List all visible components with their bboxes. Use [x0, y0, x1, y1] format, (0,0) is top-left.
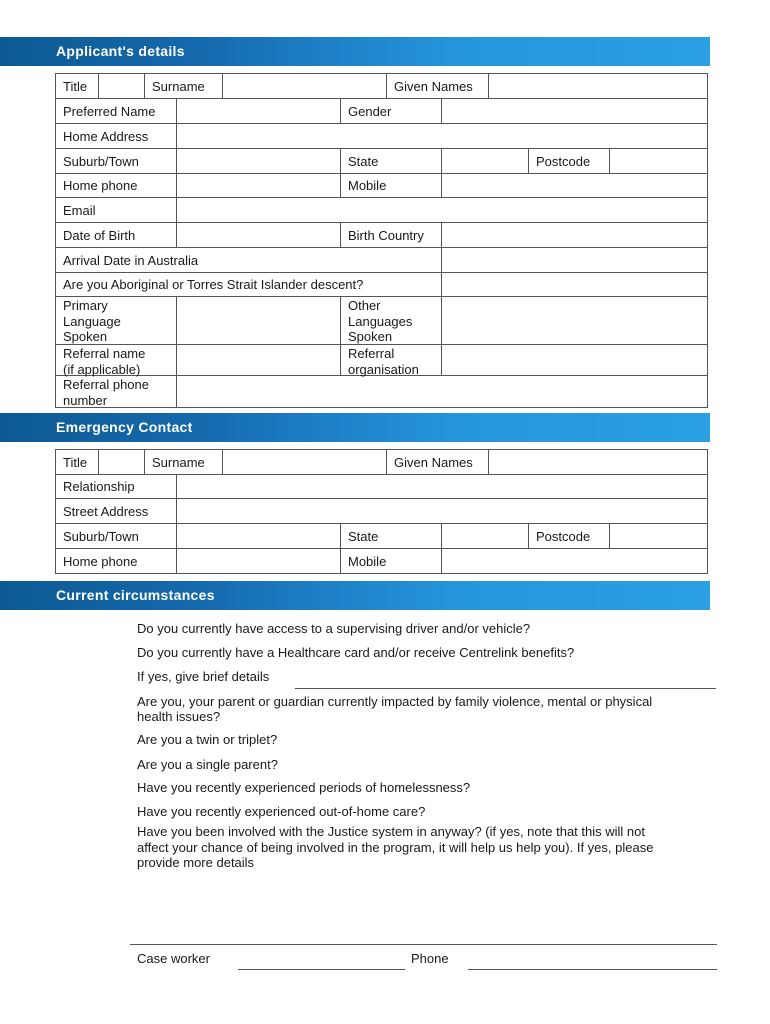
title-field[interactable] — [99, 74, 145, 98]
phone-row — [56, 174, 708, 198]
ec-postcode-field[interactable] — [610, 524, 708, 548]
title-label: Title — [56, 74, 99, 98]
ec-suburb-row — [56, 524, 708, 549]
language-row — [56, 297, 708, 345]
home-phone-label: Home phone — [56, 174, 177, 197]
ec-street-row — [56, 499, 708, 524]
question-family-violence-1: Are you, your parent or guardian currently impacted by family violence, mental or physical — [137, 694, 653, 709]
given-names-field[interactable] — [489, 74, 708, 98]
email-field[interactable] — [177, 198, 708, 222]
preferred-name-label: Preferred Name — [56, 99, 177, 123]
question-twin: Are you a twin or triplet? — [137, 732, 278, 747]
home-address-label: Home Address — [56, 124, 177, 148]
home-address-row — [56, 124, 708, 149]
state-field[interactable] — [442, 149, 529, 173]
applicant-details-table — [55, 73, 708, 408]
aboriginal-row — [56, 273, 708, 297]
referral-name-label: Referral name (if applicable) — [56, 345, 177, 375]
suburb-row — [56, 149, 708, 174]
ec-street-field[interactable] — [177, 499, 708, 523]
question-family-violence-2: health issues? — [137, 709, 221, 724]
surname-label: Surname — [145, 74, 223, 98]
suburb-field[interactable] — [177, 149, 341, 173]
ec-home-phone-field[interactable] — [177, 549, 341, 573]
other-languages-label: Other Languages Spoken — [341, 297, 442, 344]
question-homelessness: Have you recently experienced periods of homelessness? — [137, 780, 471, 795]
question-healthcare: Do you currently have a Healthcare card and/or receive Centrelink benefits? — [137, 645, 575, 660]
aboriginal-field[interactable] — [442, 273, 708, 296]
ec-relationship-label: Relationship — [56, 475, 177, 498]
section-header-emergency: Emergency Contact — [0, 413, 710, 442]
gender-field[interactable] — [442, 99, 708, 123]
birth-country-field[interactable] — [442, 223, 708, 247]
referral-row — [56, 345, 708, 376]
section-header-applicant: Applicant's details — [0, 37, 710, 66]
arrival-row — [56, 248, 708, 273]
referral-phone-row — [56, 376, 708, 408]
ec-surname-label: Surname — [145, 450, 223, 474]
preferred-name-row — [56, 99, 708, 124]
case-worker-field[interactable] — [238, 969, 405, 970]
given-names-label: Given Names — [387, 74, 489, 98]
phone-label: Phone — [411, 951, 449, 966]
ec-state-label: State — [341, 524, 442, 548]
ec-home-phone-label: Home phone — [56, 549, 177, 573]
question-single-parent: Are you a single parent? — [137, 757, 278, 772]
surname-field[interactable] — [223, 74, 387, 98]
primary-language-field[interactable] — [177, 297, 341, 344]
ec-mobile-label: Mobile — [341, 549, 442, 573]
postcode-label: Postcode — [529, 149, 610, 173]
ec-postcode-label: Postcode — [529, 524, 610, 548]
ec-given-names-field[interactable] — [489, 450, 708, 474]
ec-relationship-field[interactable] — [177, 475, 708, 498]
other-languages-field[interactable] — [442, 297, 708, 344]
question-driver: Do you currently have access to a supervising driver and/or vehicle? — [137, 621, 531, 636]
question-justice-3: provide more details — [137, 855, 255, 870]
referral-phone-field[interactable] — [177, 376, 708, 407]
primary-language-label: Primary Language Spoken — [56, 297, 177, 344]
referral-phone-label: Referral phone number — [56, 376, 177, 407]
mobile-label: Mobile — [341, 174, 442, 197]
ec-title-field[interactable] — [99, 450, 145, 474]
email-label: Email — [56, 198, 177, 222]
ec-title-label: Title — [56, 450, 99, 474]
dob-field[interactable] — [177, 223, 341, 247]
ec-suburb-label: Suburb/Town — [56, 524, 177, 548]
aboriginal-label: Are you Aboriginal or Torres Strait Islander descent? — [56, 273, 442, 296]
applicant-name-row — [56, 74, 708, 99]
preferred-name-field[interactable] — [177, 99, 341, 123]
home-phone-field[interactable] — [177, 174, 341, 197]
question-details-label: If yes, give brief details — [137, 669, 270, 684]
ec-state-field[interactable] — [442, 524, 529, 548]
question-justice-1: Have you been involved with the Justice system in anyway? (if yes, note that this will not — [137, 824, 645, 839]
details-answer-line[interactable] — [295, 688, 716, 689]
email-row — [56, 198, 708, 223]
case-worker-label: Case worker — [137, 951, 210, 966]
ec-suburb-field[interactable] — [177, 524, 341, 548]
dob-label: Date of Birth — [56, 223, 177, 247]
emergency-name-row — [56, 450, 708, 475]
ec-surname-field[interactable] — [223, 450, 387, 474]
phone-field[interactable] — [468, 969, 717, 970]
dob-row — [56, 223, 708, 248]
mobile-field[interactable] — [442, 174, 708, 197]
state-label: State — [341, 149, 442, 173]
ec-street-label: Street Address — [56, 499, 177, 523]
referral-name-field[interactable] — [177, 345, 341, 375]
ec-relationship-row — [56, 475, 708, 499]
suburb-label: Suburb/Town — [56, 149, 177, 173]
footer-separator — [130, 944, 717, 945]
birth-country-label: Birth Country — [341, 223, 442, 247]
home-address-field[interactable] — [177, 124, 708, 148]
referral-org-field[interactable] — [442, 345, 708, 375]
arrival-field[interactable] — [442, 248, 708, 272]
question-justice-2: affect your chance of being involved in the program, it will help us help you). If yes, please — [137, 840, 654, 855]
question-out-of-home-care: Have you recently experienced out-of-home care? — [137, 804, 426, 819]
postcode-field[interactable] — [610, 149, 708, 173]
section-header-circumstances: Current circumstances — [0, 581, 710, 610]
ec-phone-row — [56, 549, 708, 574]
referral-org-label: Referral organisation — [341, 345, 442, 375]
ec-given-names-label: Given Names — [387, 450, 489, 474]
emergency-contact-table — [55, 449, 708, 574]
ec-mobile-field[interactable] — [442, 549, 708, 573]
arrival-label: Arrival Date in Australia — [56, 248, 442, 272]
gender-label: Gender — [341, 99, 442, 123]
